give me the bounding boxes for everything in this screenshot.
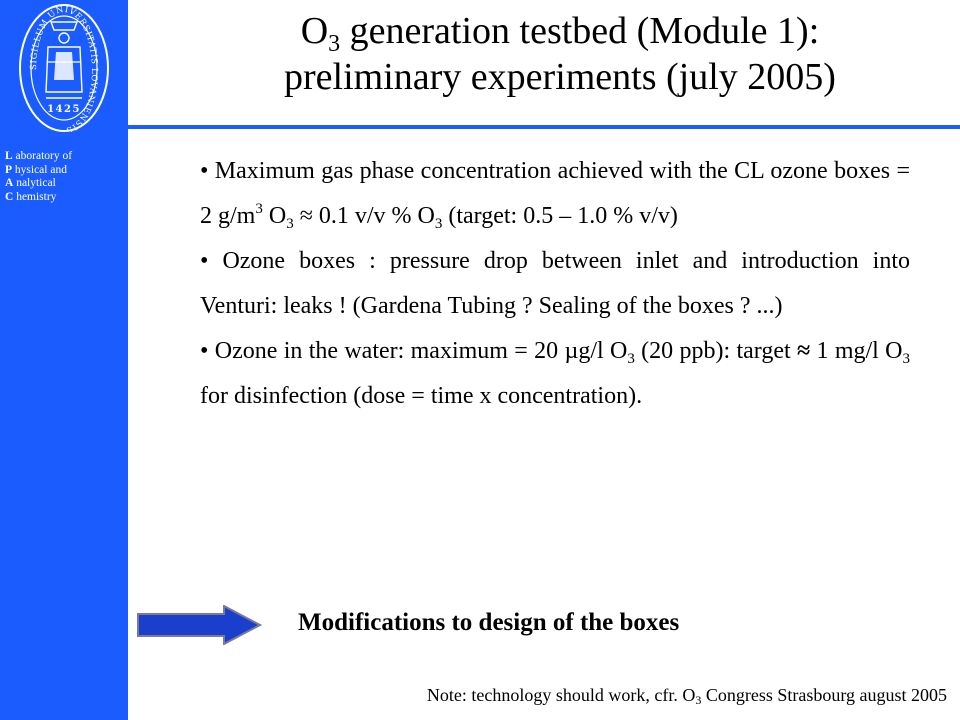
lab-name bbox=[5, 150, 127, 204]
lab-name-line: A nalytical bbox=[5, 177, 56, 189]
title-divider bbox=[128, 125, 960, 129]
footer-note: Note: technology should work, cfr. $O_3$ Congress Strasbourg august 2005 bbox=[426, 685, 947, 707]
sidebar bbox=[0, 0, 128, 720]
bullet-item: • Ozone boxes : pressure drop between inlet and introduction into Venturi: leaks ! (Gardena Tubing ? Sealing of the boxes ? ...) bbox=[200, 248, 910, 319]
seal-motto: SIGILLUM UNIVERSITATIS LOVANIENSIS bbox=[28, 4, 100, 132]
right-arrow-icon bbox=[136, 605, 262, 645]
title-line-1: $O_3$ generation testbed (Module 1): bbox=[300, 10, 820, 57]
lab-name-line: P hysical and bbox=[5, 163, 67, 176]
university-seal-icon bbox=[18, 2, 110, 132]
bullet-item: • Ozone in the water: maximum = 20 µg/l $O_3$ (20 ppb): target ≈ 1 mg/l $O_3$ for disinfection (dose = time x concentration). bbox=[200, 338, 910, 409]
bullet-list bbox=[200, 149, 910, 419]
slide-title bbox=[230, 8, 890, 100]
lab-name-line: C hemistry bbox=[5, 190, 57, 203]
seal-year: 1425 bbox=[47, 104, 81, 115]
bullet-item: • Maximum gas phase concentration achieved with the CL ozone boxes = 2 $g/m^3$ $O_3 \approx 0.1$ v/v % $O_3$ (target: 0.5 – 1.0 % v/v) bbox=[200, 158, 910, 232]
title-line-2: preliminary experiments (july 2005) bbox=[284, 56, 836, 98]
lab-name-line: L aboratory of bbox=[5, 150, 73, 162]
modifications-heading: Modifications to design of the boxes bbox=[298, 609, 680, 636]
